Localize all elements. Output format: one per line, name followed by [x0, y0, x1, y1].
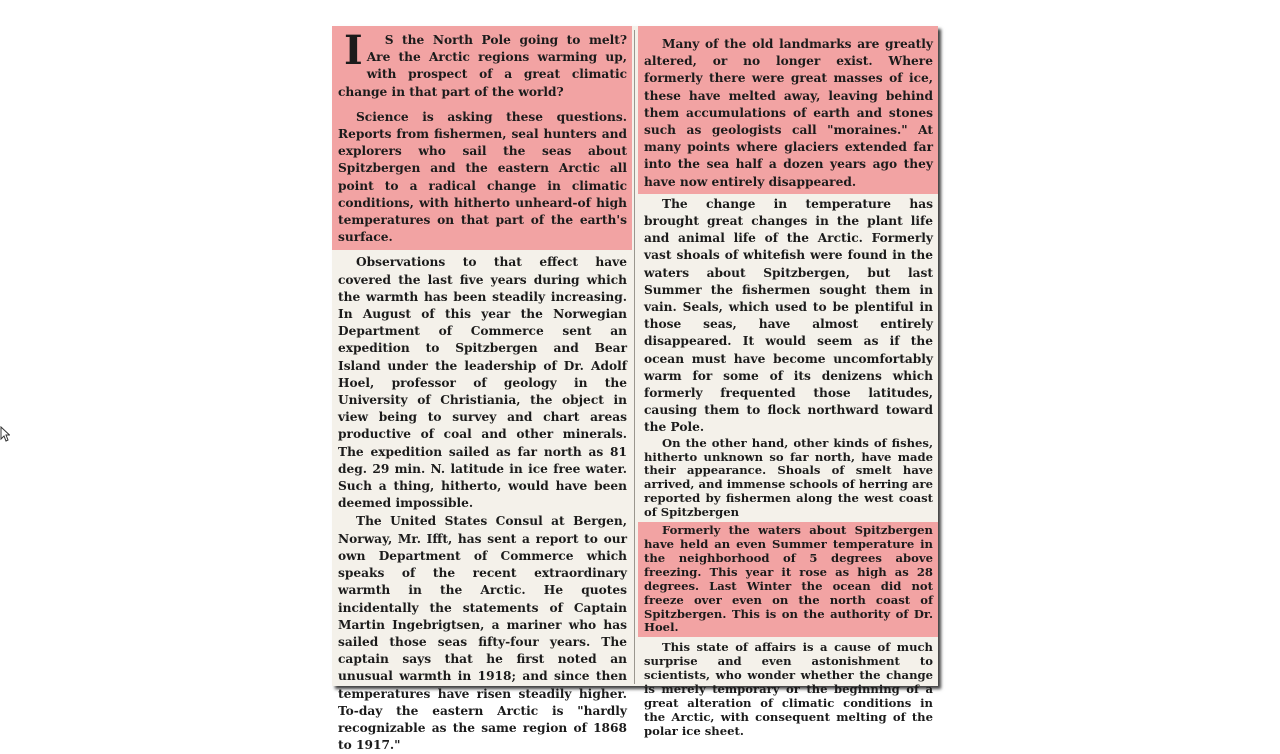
- drop-cap: I: [344, 27, 363, 74]
- paragraph-other-fishes: On the other hand, other kinds of fishes, hitherto unknown so far north, have made their appearance. Shoals of smelt have arrived, and immense schools of herring are reported by fishermen along the west coast of Spitzbergen: [644, 435, 933, 520]
- paragraph-landmarks: Many of the old landmarks are greatly altered, or no longer exist. Where formerly there were great masses of ice, these have melted away, leaving behind them accumulations of earth and stones such as geologists call "moraines." At many points where glaciers extended far into the sea half a dozen years ago they have now entirely disappeared.: [644, 37, 933, 189]
- left-plain-block: [332, 250, 632, 754]
- highlight-block-intro: [332, 26, 632, 250]
- newspaper-clipping: [332, 26, 938, 753]
- mouse-pointer-icon: [0, 426, 10, 442]
- paragraph-intro: [332, 27, 632, 101]
- paragraph-observations: Observations to that effect have covered the last five years during which the warmth has been steadily increasing. In August of this year the Norwegian Department of Commerce sent an expedition to Spitzbergen and Bear Island under the leadership of Dr. Adolf Hoel, professor of geology in the University of Christiania, the object in view being to survey and chart areas productive of coal and other minerals. The expedition sailed as far north as 81 deg. 29 min. N. latitude in ice free water. Such a thing, hitherto, would have been deemed impossible.: [338, 255, 627, 511]
- paragraph-intro-text: S the North Pole going to melt? Are the Arctic regions warming up, with prospect of a great climatic change in that part of the world?: [338, 33, 627, 99]
- left-column: [332, 26, 632, 753]
- paragraph-state-of-affairs: This state of affairs is a cause of much surprise and even astonishment to scientists, who wonder whether the change is merely temporary or the beginning of a great alteration of climatic conditions in the Arctic, with consequent melting of the polar ice sheet.: [644, 640, 933, 738]
- paragraph-science: Science is asking these questions. Reports from fishermen, seal hunters and explorers who sail the seas about Spitzbergen and the eastern Arctic all point to a radical change in climatic conditions, with hitherto unheard-of high temperatures on that part of the earth's surface.: [338, 109, 627, 245]
- paragraph-temperature: Formerly the waters about Spitzbergen have held an even Summer temperature in the neighborhood of 5 degrees above freezing. This year it rose as high as 28 degrees. Last Winter the ocean did not freeze over even on the north coast of Spitzbergen. This is on the authority of Dr. Hoel.: [644, 523, 933, 635]
- right-column: [638, 26, 938, 738]
- paragraph-consul: The United States Consul at Bergen, Norway, Mr. Ifft, has sent a report to our own Department of Commerce which speaks of the recent extraordinary warmth in the Arctic. He quotes incidentally the statements of Captain Martin Ingebrigtsen, a mariner who has sailed those seas fifty-four years. The captain says that he first noted an unusual warmth in 1918; and since then temperatures have risen steadily higher. To-day the eastern Arctic is "hardly recognizable as the same region of 1868 to 1917.": [338, 514, 627, 753]
- highlight-block-temperature: [638, 522, 938, 637]
- column-divider: [634, 30, 635, 684]
- highlight-block-landmarks: [638, 26, 938, 194]
- paragraph-plant-life: The change in temperature has brought great changes in the plant life and animal life of the Arctic. Formerly vast shoals of whitefish were found in the waters about Spitzbergen, but last Summer the fishermen sought them in vain. Seals, which used to be plentiful in those seas, have almost entirely disappeared. It would seem as if the ocean must have become uncomfortably warm for some of its denizens which formerly frequented those latitudes, causing them to flock northward toward the Pole.: [644, 196, 933, 435]
